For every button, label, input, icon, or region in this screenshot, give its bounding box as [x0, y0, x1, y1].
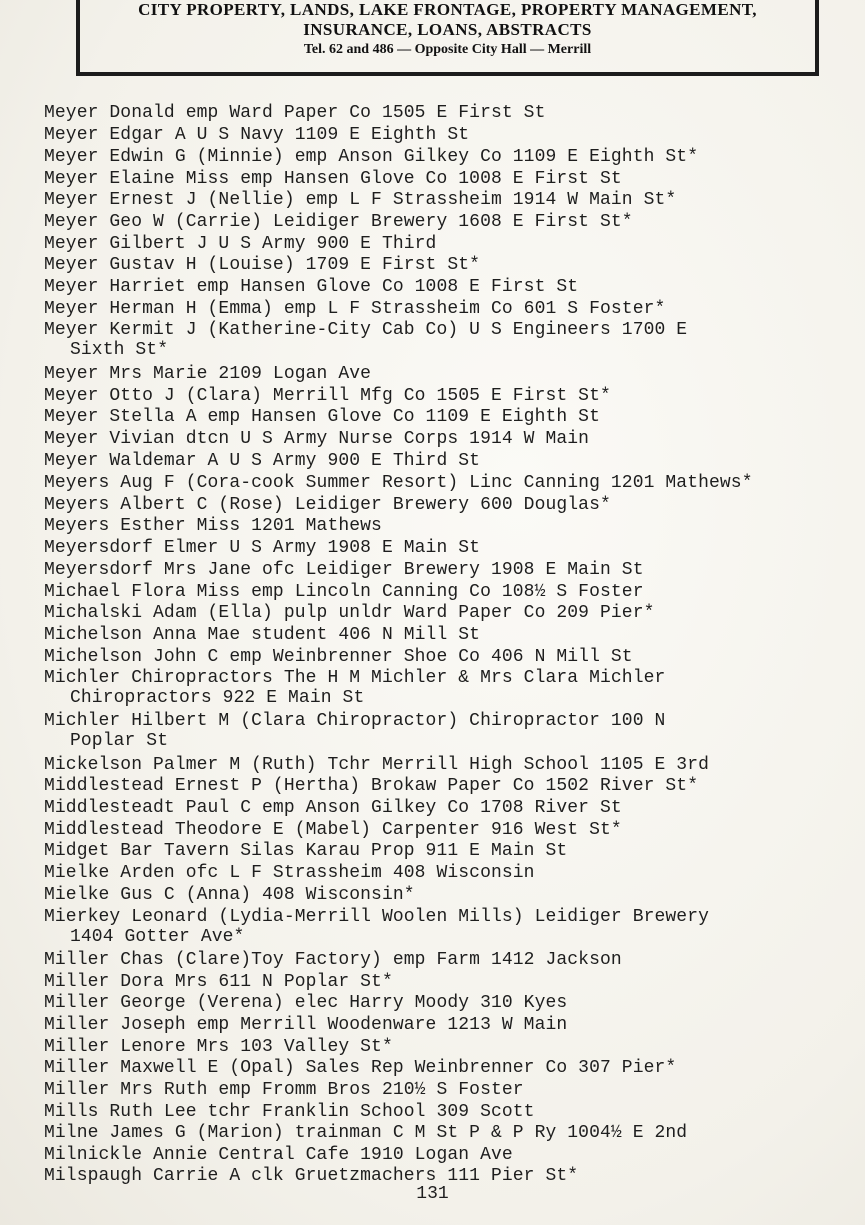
advertisement-line-contact: Tel. 62 and 486 — Opposite City Hall — Merrill: [303, 42, 592, 57]
advertisement-box: [76, 0, 819, 76]
directory-entry: Mills Ruth Lee tchr Franklin School 309 Scott: [44, 1102, 535, 1122]
directory-entry: Michler Chiropractors The H M Michler & Mrs Clara Michler Chiropractors 922 E Main St: [44, 668, 666, 708]
directory-entry: Milnickle Annie Central Cafe 1910 Logan Ave: [44, 1145, 513, 1165]
directory-entry: Midget Bar Tavern Silas Karau Prop 911 E Main St: [44, 841, 568, 861]
directory-entry: Miller Mrs Ruth emp Fromm Bros 210½ S Foster: [44, 1080, 524, 1100]
directory-entry: Mielke Arden ofc L F Strassheim 408 Wisconsin: [44, 863, 535, 883]
directory-entry: Mielke Gus C (Anna) 408 Wisconsin*: [44, 885, 415, 905]
directory-entry: Meyer Otto J (Clara) Merrill Mfg Co 1505 E First St*: [44, 386, 611, 406]
directory-entry: Meyer Mrs Marie 2109 Logan Ave: [44, 364, 372, 384]
entry-continuation: Sixth St*: [70, 340, 169, 360]
directory-entry: Meyersdorf Elmer U S Army 1908 E Main St: [44, 538, 481, 558]
directory-entry: Meyers Aug F (Cora-cook Summer Resort) Linc Canning 1201 Mathews*: [44, 473, 753, 493]
directory-entry: Michelson Anna Mae student 406 N Mill St: [44, 625, 481, 645]
directory-entry: Meyer Waldemar A U S Army 900 E Third St: [44, 451, 481, 471]
directory-entry: Middlesteadt Paul C emp Anson Gilkey Co 1708 River St: [44, 798, 622, 818]
directory-entry: Meyer Kermit J (Katherine-City Cab Co) U S Engineers 1700 E Sixth St*: [44, 320, 688, 360]
directory-entry: Michler Hilbert M (Clara Chiropractor) Chiropractor 100 N Poplar St: [44, 711, 666, 751]
directory-entry: Meyer Gustav H (Louise) 1709 E First St*: [44, 255, 481, 275]
directory-entry: Miller Lenore Mrs 103 Valley St*: [44, 1037, 393, 1057]
directory-entry: Meyer Elaine Miss emp Hansen Glove Co 1008 E First St: [44, 169, 622, 189]
directory-entry: Meyersdorf Mrs Jane ofc Leidiger Brewery 1908 E Main St: [44, 560, 644, 580]
directory-entry: Meyer Gilbert J U S Army 900 E Third: [44, 234, 437, 254]
directory-entry: Middlestead Ernest P (Hertha) Brokaw Paper Co 1502 River St*: [44, 776, 699, 796]
directory-entry: Meyer Donald emp Ward Paper Co 1505 E First St: [44, 103, 546, 123]
directory-entry: Mickelson Palmer M (Ruth) Tchr Merrill High School 1105 E 3rd: [44, 755, 710, 775]
entry-continuation: Poplar St: [70, 731, 169, 751]
directory-entry: Miller Dora Mrs 611 N Poplar St*: [44, 972, 393, 992]
directory-entry: Meyer Ernest J (Nellie) emp L F Strassheim 1914 W Main St*: [44, 190, 677, 210]
directory-entry: Meyer Geo W (Carrie) Leidiger Brewery 1608 E First St*: [44, 212, 633, 232]
directory-entry: Milne James G (Marion) trainman C M St P & P Ry 1004½ E 2nd: [44, 1123, 688, 1143]
entry-continuation: 1404 Gotter Ave*: [70, 927, 245, 947]
directory-entry: Meyer Herman H (Emma) emp L F Strassheim Co 601 S Foster*: [44, 299, 666, 319]
directory-entry: Mierkey Leonard (Lydia-Merrill Woolen Mills) Leidiger Brewery 1404 Gotter Ave*: [44, 907, 710, 947]
directory-entry: Middlestead Theodore E (Mabel) Carpenter 916 West St*: [44, 820, 622, 840]
directory-entry: Meyer Edgar A U S Navy 1109 E Eighth St: [44, 125, 470, 145]
page-number: 131: [416, 1184, 449, 1204]
directory-entry: Miller Chas (Clare)Toy Factory) emp Farm 1412 Jackson: [44, 950, 622, 970]
directory-entry: Meyer Edwin G (Minnie) emp Anson Gilkey Co 1109 E Eighth St*: [44, 147, 699, 167]
directory-entry: Michalski Adam (Ella) pulp unldr Ward Paper Co 209 Pier*: [44, 603, 655, 623]
directory-entry: Meyers Albert C (Rose) Leidiger Brewery 600 Douglas*: [44, 495, 611, 515]
directory-entry: Miller George (Verena) elec Harry Moody 310 Kyes: [44, 993, 568, 1013]
directory-entry: Meyers Esther Miss 1201 Mathews: [44, 516, 382, 536]
entry-continuation: Chiropractors 922 E Main St: [70, 688, 365, 708]
directory-entry: Miller Joseph emp Merrill Woodenware 1213 W Main: [44, 1015, 568, 1035]
directory-entry: Meyer Harriet emp Hansen Glove Co 1008 E First St: [44, 277, 579, 297]
directory-entry: Meyer Stella A emp Hansen Glove Co 1109 E Eighth St: [44, 407, 600, 427]
advertisement-line-insurance: INSURANCE, LOANS, ABSTRACTS: [303, 20, 592, 39]
directory-entry: Michelson John C emp Weinbrenner Shoe Co 406 N Mill St: [44, 647, 633, 667]
directory-entry: Meyer Vivian dtcn U S Army Nurse Corps 1914 W Main: [44, 429, 590, 449]
directory-entry: Milspaugh Carrie A clk Gruetzmachers 111 Pier St*: [44, 1166, 579, 1186]
directory-entry: Michael Flora Miss emp Lincoln Canning Co 108½ S Foster: [44, 582, 644, 602]
directory-entry: Miller Maxwell E (Opal) Sales Rep Weinbrenner Co 307 Pier*: [44, 1058, 677, 1078]
advertisement-line-services: CITY PROPERTY, LANDS, LAKE FRONTAGE, PROPERTY MANAGEMENT,: [138, 0, 757, 19]
